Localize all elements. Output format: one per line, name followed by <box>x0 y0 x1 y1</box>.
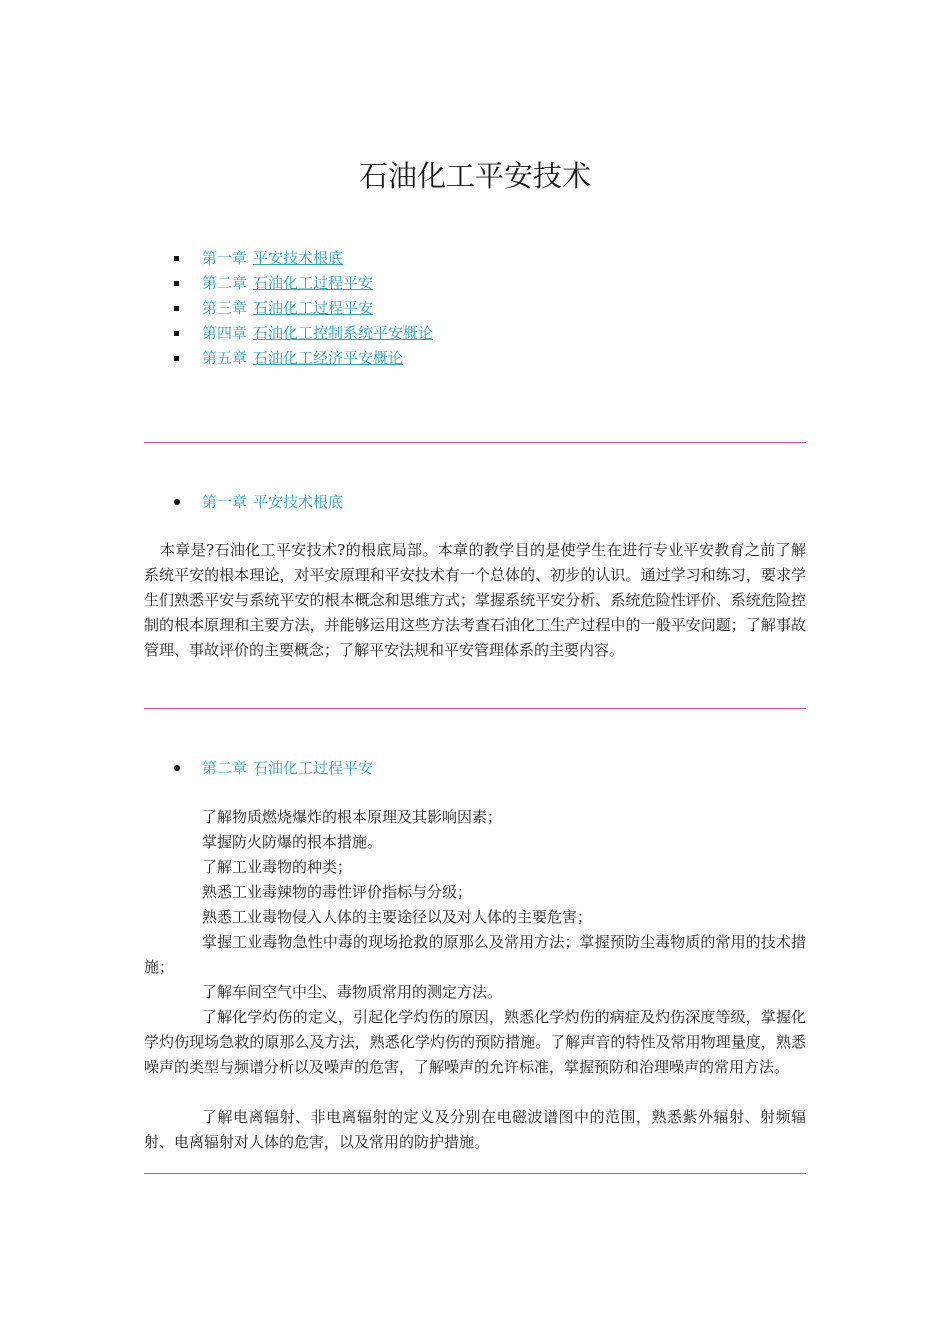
chapter-2-line: 了解工业毒物的种类； <box>202 858 353 876</box>
square-bullet-icon <box>174 256 179 261</box>
chapter-2-line: 了解物质燃烧爆炸的根本原理及其影响因素； <box>202 808 503 826</box>
chapter-2-title: 石油化工过程平安 <box>253 759 374 777</box>
chapter-2-number: 第二章 <box>202 759 248 777</box>
square-bullet-icon <box>174 281 179 286</box>
toc-link-chapter-3[interactable]: 石油化工过程平安 <box>253 299 374 317</box>
chapter-2-line: 了解车间空气中尘、毒物质常用的测定方法。 <box>202 983 503 1001</box>
chapter-2-heading <box>170 757 373 779</box>
section-divider <box>144 708 806 709</box>
chapter-1-number: 第一章 <box>202 493 248 511</box>
chapter-1-paragraph: 本章是?石油化工平安技术?的根底局部。本章的教学目的是使学生在进行专业平安教育之前了解系统平安的根本理论，对平安原理和平安技术有一个总体的、初步的认识。通过学习和练习，要求学生们熟悉平安与系统平安的根本概念和思维方式；掌握系统平安分析、系统危险性评价、系统危险控制的根本原理和主要方法，并能够运用这些方法考查石油化工生产过程中的一般平安问题；了解事故管理、事故评价的主要概念；了解平安法规和平安管理体系的主要内容。 <box>144 541 806 659</box>
section-divider <box>144 442 806 443</box>
toc-item <box>170 296 433 321</box>
toc-link-chapter-5[interactable]: 石油化工经济平安概论 <box>253 349 404 367</box>
toc-item <box>170 321 433 346</box>
square-bullet-icon <box>174 306 179 311</box>
toc-link-chapter-2[interactable]: 石油化工过程平安 <box>253 274 374 292</box>
chapter-2-line: 掌握工业毒物急性中毒的现场抢救的原那么及常用方法；掌握预防尘毒物质的常用的技术措施； <box>144 933 806 976</box>
round-bullet-icon <box>174 765 180 771</box>
toc-item <box>170 346 433 371</box>
toc-chapter-number: 第三章 <box>202 299 248 317</box>
square-bullet-icon <box>174 356 179 361</box>
chapter-2-line: 了解电离辐射、非电离辐射的定义及分别在电磁波谱图中的范围，熟悉紫外辐射、射频辐射、电离辐射对人体的危害，以及常用的防护措施。 <box>144 1108 806 1151</box>
chapter-2-line: 了解化学灼伤的定义，引起化学灼伤的原因，熟悉化学灼伤的病症及灼伤深度等级，掌握化学灼伤现场急救的原那么及方法，熟悉化学灼伤的预防措施。了解声音的特性及常用物理量度，熟悉噪声的类型与频谱分析以及噪声的危害，了解噪声的允许标准，掌握预防和治理噪声的常用方法。 <box>144 1008 806 1076</box>
chapter-2-line: 掌握防火防爆的根本措施。 <box>202 833 383 851</box>
page-title: 石油化工平安技术 <box>358 159 591 193</box>
toc-item <box>170 271 433 296</box>
square-bullet-icon <box>174 331 179 336</box>
toc-chapter-number: 第四章 <box>202 324 248 342</box>
toc-chapter-number: 第二章 <box>202 274 248 292</box>
chapter-1-title: 平安技术根底 <box>253 493 344 511</box>
section-divider <box>144 1173 806 1174</box>
round-bullet-icon <box>174 499 180 505</box>
toc-chapter-number: 第一章 <box>202 249 248 267</box>
toc-link-chapter-4[interactable]: 石油化工控制系统平安概论 <box>253 324 434 342</box>
toc-link-chapter-1[interactable]: 平安技术根底 <box>253 249 344 267</box>
chapter-1-heading <box>170 491 343 513</box>
table-of-contents <box>170 246 433 371</box>
chapter-2-line: 熟悉工业毒辣物的毒性评价指标与分级； <box>202 883 473 901</box>
toc-chapter-number: 第五章 <box>202 349 248 367</box>
chapter-2-line: 熟悉工业毒物侵入人体的主要途径以及对人体的主要危害； <box>202 908 593 926</box>
toc-item <box>170 246 433 271</box>
